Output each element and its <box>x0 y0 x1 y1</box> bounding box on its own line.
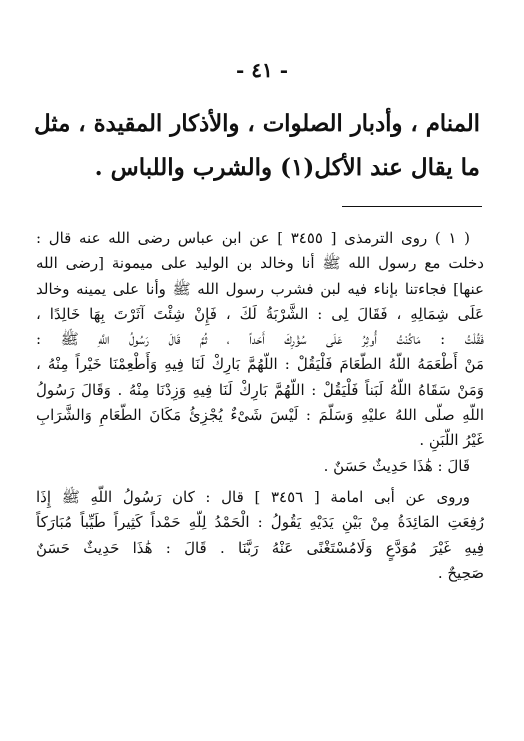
footnote-line: دخلت مع رسول الله ﷺ أنا وخالد بن الوليد على ميمونة [رضى الله <box>36 254 484 273</box>
footnote-line: اللَّهِ صلَّى اللهُ عليْهِ وَسَلَّمَ : لَيْسَ شَىْءٌ يُجْزِئُ مَكَانَ الطَّعَامِ وَالشَّرَابِ <box>36 406 484 425</box>
footnote-line: قَالَ : هَٰذَا حَدِيثٌ حَسَنٌ . <box>323 456 470 475</box>
footnote-line: وَمَنْ سَقَاهُ اللَّهُ لَبَناً فَلْيَقُلْ : اللَّهُمَّ بَارِكْ لَنَا فِيهِ وَزِدْنَا مِنْهُ . وَقَالَ رَسُولُ <box>36 380 484 399</box>
main-text-line: ما يقال عند الأكل(١) والشرب واللباس . <box>94 154 480 181</box>
main-text <box>34 102 480 190</box>
page-number: - ٤١ - <box>235 58 288 82</box>
footnote-line: فِيهِ غَيْرَ مُوَدَّعٍ وَلَامُسْتَغْنًى عَنْهُ رَبَّنَا . قَالَ : هَٰذَا حَدِيثٌ حَسَنٌ <box>36 538 484 557</box>
footnote-line: غَيْرُ اللَّبَنِ . <box>419 431 484 450</box>
footnote-line: صَحِيحٌ . <box>437 563 484 582</box>
footnote <box>36 226 484 586</box>
footnote-line: فَقُلْتُ : مَاكُنْتُ أُوثِرُ عَلَى سُؤْرِكَ أَحَداً ، ثُمَّ قَالَ رَسُولُ اللَّهِ ﷺ : <box>36 330 484 349</box>
footnote-line: مَنْ أَطْعَمَهُ اللَّهُ الطَّعَامَ فَلْيَقُلْ : اللَّهُمَّ بَارِكْ لَنَا فِيهِ وَأَطْعِمْنَا خَيْراً مِنْهُ ، <box>36 355 484 374</box>
footnote-line: رُفِعَتِ المَائِدَةُ مِنْ بَيْنِ يَدَيْهِ يَقُولُ : الْحَمْدُ لِلَّهِ حَمْداً كَثِيراً طَيِّباً مُبَارَكاً <box>36 513 484 532</box>
footnote-divider <box>342 206 482 207</box>
footnote-line: ( ١ ) روى الترمذى [ ٣٤٥٥ ] عن ابن عباس رضى الله عنه قال : <box>36 229 470 247</box>
footnote-line: عَلَى شِمَالِهِ ، فَقَالَ لِى : الشَّرْبَةُ لَكَ ، فَإِنْ شِئْتَ آثَرْتَ بِهَا خَالِدًا ، <box>36 304 484 323</box>
footnote-line: عنها] فجاءتنا بإناء فيه لبن فشرب رسول الله ﷺ وأنا على يمينه وخالد <box>36 279 484 298</box>
footnote-line: وروى عن أبى امامة [ ٣٤٥٦ ] قال : كان رَسُولُ اللَّهِ ﷺ إِذَا <box>36 487 470 506</box>
main-text-line: المنام ، وأدبار الصلوات ، والأذكار المقيدة ، مثل <box>34 111 480 137</box>
